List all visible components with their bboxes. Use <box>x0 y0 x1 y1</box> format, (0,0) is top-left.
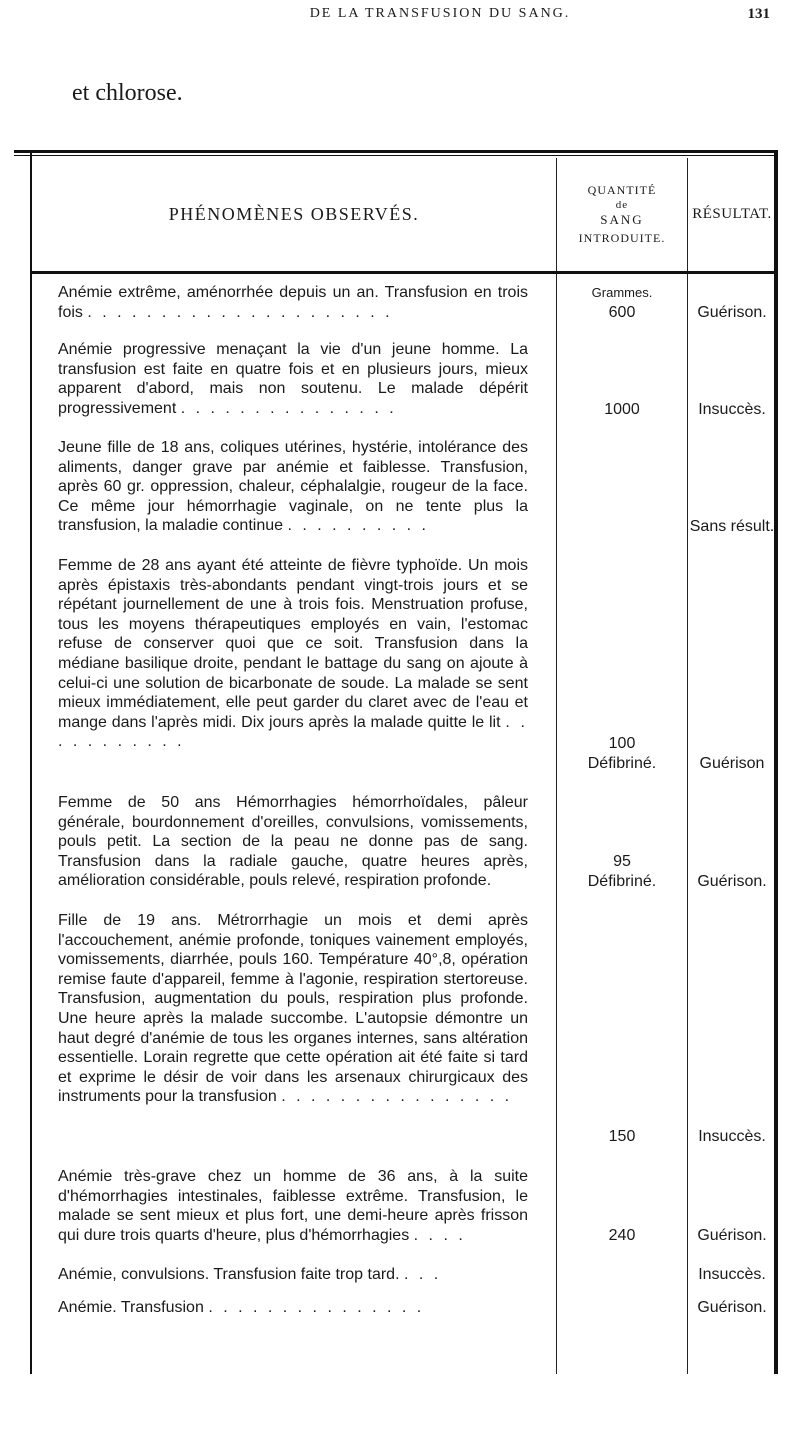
column-header-phenomenes <box>32 158 556 270</box>
leader-dots: . . . . . . . . . . . <box>58 713 529 751</box>
row-2-text: Anémie progressive menaçant la vie d'un jeune homme. La transfusion est faite en quatre fois et en plusieurs jours, mieux apparent d'abord, mais non soutenu. Le malade dépérit progressivement <box>58 341 528 417</box>
table-row-8-phenomenes <box>58 1265 528 1285</box>
row-5-text: Femme de 50 ans Hémorrhagies hémorrhoïdales, pâleur générale, bourdonnement d'oreilles, convulsions, vomissements, pouls petit. La section de la peau ne donne pas de sang. Transfusion dans la radiale gauche, quatre heures après, amélioration considérable, pouls relevé, respiration profonde. <box>58 794 528 890</box>
table-row-7-result: Guérison. <box>697 1227 767 1244</box>
table-row-5-quantity-note: Défibriné. <box>587 873 657 890</box>
table-row-7-phenomenes <box>58 1167 528 1245</box>
column-header-resultat <box>688 158 776 270</box>
table-row-3-phenomenes <box>58 438 528 536</box>
row-3-text: Jeune fille de 18 ans, coliques utérines, hystérie, intolérance des aliments, danger grave par anémie et faiblesse. Transfusion, après 60 gr. oppression, chaleur, céphalalgie, rougeur de la face. Ce même jour hémorrhagie vaginale, on ne tente plus la transfusion, la maladie continue <box>58 439 528 535</box>
column-header-quantite-line1: QUANTITÉ <box>587 183 657 197</box>
column-header-resultat-label: RÉSULTAT. <box>692 205 772 222</box>
row-9-text: Anémie. Transfusion <box>58 1299 204 1316</box>
table-row-6-quantity: 150 <box>608 1128 636 1145</box>
leader-dots: . . . . <box>413 1226 466 1244</box>
table-row-5-phenomenes <box>58 793 528 891</box>
table-row-1-phenomenes <box>58 283 528 322</box>
table-row-2-quantity: 1000 <box>604 401 640 418</box>
leader-dots: . . . . . . . . . . . . . . . <box>180 399 397 417</box>
leader-dots: . . . . . . . . . . . . . . . . . . . . . <box>87 303 393 321</box>
table-row-9-result: Guérison. <box>697 1299 767 1316</box>
table-row-1-result: Guérison. <box>697 304 767 321</box>
row-7-text: Anémie très-grave chez un homme de 36 ans, à la suite d'hémorrhagies intestinales, faiblesse extrême. Transfusion, le malade se sent mieux et plus fort, une demi-heure après frisson qui dure trois quarts d'heure, plus d'hémorrhagies <box>58 1168 528 1244</box>
leader-dots: . . . . . . . . . . <box>287 517 429 535</box>
page-number: 131 <box>747 6 770 22</box>
row-6-text: Fille de 19 ans. Métrorrhagie un mois et demi après l'accouchement, anémie profonde, toniques vainement employés, vomissements, diarrhée, pouls 160. Température 40°,8, opération remise faute d'appareil, femme à l'agonie, respiration stertoreuse. Transfusion, augmentation du pouls, respiration plus profonde. Une heure après la malade succombe. L'autopsie démontre un haut degré d'anémie de tous les organes internes, sans altération essentielle. Lorain regrette que cette opération ait été faite si tard et exprime le désir de voir dans les arsenaux chirurgicaux des instruments pour la transfusion <box>58 912 528 1106</box>
table-row-5-result: Guérison. <box>697 873 767 890</box>
leader-dots: . . . . . . . . . . . . . . . <box>208 1299 425 1316</box>
table-row-7-quantity: 240 <box>608 1227 636 1244</box>
table-row-4-result: Guérison <box>699 755 765 772</box>
table-row-8-result: Insuccès. <box>698 1266 766 1283</box>
table-row-4-phenomenes <box>58 556 528 752</box>
row-8-text: Anémie, convulsions. Transfusion faite trop tard. <box>58 1266 400 1283</box>
table-row-3-result: Sans résult. <box>689 518 775 535</box>
section-heading: et chlorose. <box>72 80 183 106</box>
table-header-rule <box>30 271 778 274</box>
column-header-quantite <box>557 158 687 270</box>
column-header-phenomenes-label: PHÉNOMÈNES OBSERVÉS. <box>168 203 420 224</box>
unit-label: Grammes. <box>591 285 653 300</box>
table-row-2-result: Insuccès. <box>698 401 766 418</box>
leader-dots: . . . <box>403 1266 442 1283</box>
column-header-quantite-line2: de <box>615 199 629 211</box>
table-row-4-quantity: 100 <box>608 735 636 752</box>
row-1-text: Anémie extrême, aménorrhée depuis un an. Transfusion en trois fois <box>58 284 528 321</box>
table-row-6-result: Insuccès. <box>698 1128 766 1145</box>
table-row-4-quantity-note: Défibriné. <box>587 755 657 772</box>
table-row-1-quantity: 600 <box>608 304 636 321</box>
table-row-5-quantity: 95 <box>613 853 631 870</box>
table-row-9-phenomenes <box>58 1298 528 1318</box>
leader-dots: . . . . . . . . . . . . . . . . <box>281 1088 513 1106</box>
table-row-2-phenomenes <box>58 340 528 418</box>
table-row-6-phenomenes <box>58 911 528 1107</box>
column-header-quantite-line3: SANG <box>600 212 644 227</box>
row-4-text: Femme de 28 ans ayant été atteinte de fièvre typhoïde. Un mois après épistaxis très-abondants pendant vingt-trois jours et se répétant journellement de une à trois fois. Menstruation profuse, tous les moyens thérapeutiques employés en vain, l'estomac refuse de conserver quoi que ce soit. Transfusion dans la médiane basilique droite, pendant le battage du sang on ajoute à celui-ci une solution de bicarbonate de soude. La malade se sent mieux immédiatement, elle peut garder du claret avec de l'eau et mange dans l'après midi. Dix jours après la malade quitte le lit <box>58 557 528 731</box>
running-head <box>0 4 800 30</box>
column-header-quantite-line4: INTRODUITE. <box>578 231 666 245</box>
running-title: DE LA TRANSFUSION DU SANG. <box>309 6 571 21</box>
